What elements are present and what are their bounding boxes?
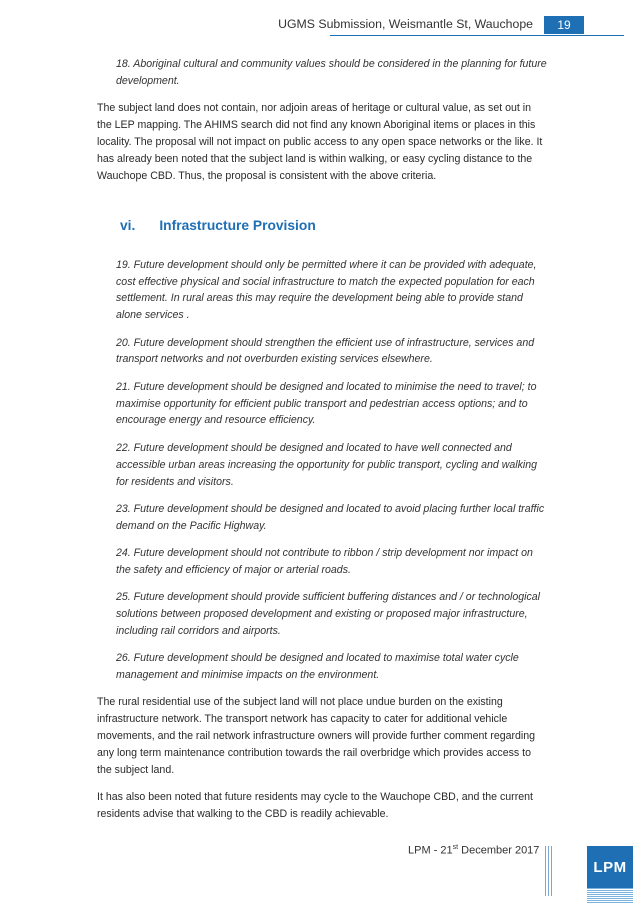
criterion-quote-19: 19. Future development should only be permitted where it can be provided with adequate, cost effective physical and social infrastructure to match the expected population for each settlement. In rural areas this may require the development being able to provide stand alone services . [116,258,537,322]
logo-stripes [587,888,633,903]
page-number-badge: 19 [544,16,584,34]
section-title: Infrastructure Provision [159,217,316,233]
criterion-quote-25: 25. Future development should provide sufficient buffering distances and / or technological solutions between proposed development and existing or proposed major infrastructure, including rail corridors and airports. [116,590,541,637]
footer-suffix: December 2017 [458,844,540,857]
footer-prefix: LPM - 21 [408,844,453,857]
footer-vertical-lines [545,846,555,896]
lpm-logo: LPM [587,846,633,888]
criterion-quote-23: 23. Future development should be designed and located to avoid placing further local traffic demand on the Pacific Highway. [116,502,545,532]
body-paragraph-infrastructure: The rural residential use of the subject land will not place undue burden on the existing infrastructure network. The transport network has capacity to cater for additional vehicle movements, and the rail network infrastructure owners will provide further comment regarding any long term maintenance contribution towards the rail overbridge which provides access to the subject land. [97,696,536,776]
footer-date [408,844,539,857]
header-title: UGMS Submission, Weismantle St, Wauchope [278,17,533,31]
page-content [97,56,547,833]
body-paragraph-cycling: It has also been noted that future residents may cycle to the Wauchope CBD, and the current residents advise that walking to the CBD is readily achievable. [97,791,533,820]
section-heading [120,218,547,233]
criterion-quote-24: 24. Future development should not contribute to ribbon / strip development nor impact on the safety and efficiency of major or arterial roads. [116,546,533,576]
criterion-quote-18: 18. Aboriginal cultural and community values should be considered in the planning for future development. [116,58,547,87]
criterion-quote-20: 20. Future development should strengthen the efficient use of infrastructure, services and transport networks and not overburden existing services elsewhere. [116,336,535,366]
header-rule [330,35,624,36]
criterion-quote-26: 26. Future development should be designed and located to maximise total water cycle management and minimise impacts on the environment. [116,651,519,681]
body-paragraph-heritage: The subject land does not contain, nor adjoin areas of heritage or cultural value, as set out in the LEP mapping. The AHIMS search did not find any known Aboriginal items or places in this locality. The proposal will not impact on public access to any open space networks or the like. It has already been noted that the subject land is within walking, or easy cycling distance to the Wauchope CBD. Thus, the proposal is consistent with the above criteria. [97,102,543,182]
footer-superscript: st [452,844,459,851]
criterion-quote-22: 22. Future development should be designed and located to have well connected and accessible urban areas increasing the opportunity for public transport, cycling and walking for residents and visitors. [116,441,538,488]
criterion-quote-21: 21. Future development should be designed and located to minimise the need to travel; to maximise opportunity for efficient public transport and pedestrian access options; and to encourage energy and resource efficiency. [116,380,537,427]
section-number: vi. [120,217,136,233]
